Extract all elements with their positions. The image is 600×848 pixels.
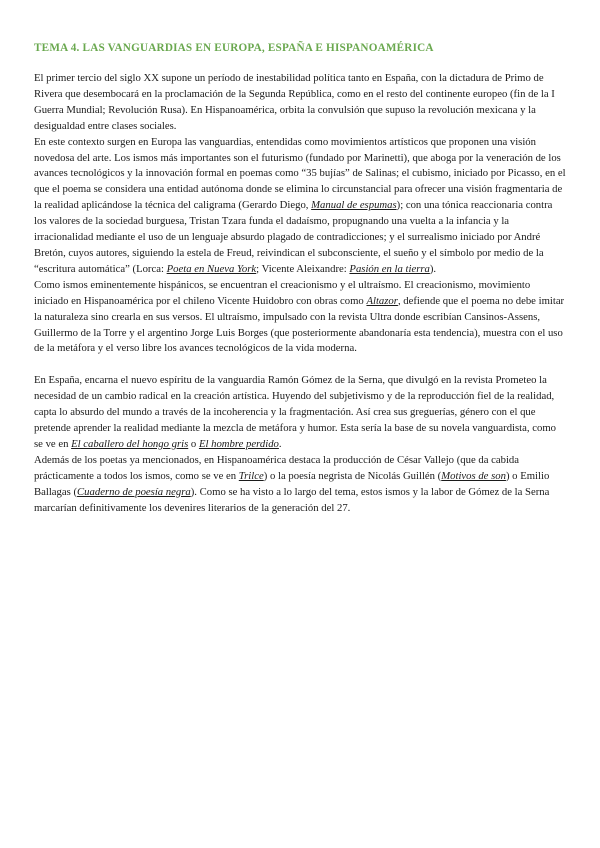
text-segment: Como ismos eminentemente hispánicos, se encuentran el creacionismo y el ultraísmo. El creacionismo, movimiento iniciado en Hispanoamérica por el chileno Vicente Huidobro con obras como — [34, 278, 531, 307]
paragraph-european-vanguards — [34, 135, 566, 278]
text-segment: Además de los poetas ya mencionados, en Hispanoamérica destaca la producción de César Vallejo (que da cabida prácticamente a todos los ismos, como se ve en — [34, 453, 520, 482]
work-title-altazor: Altazor — [366, 294, 398, 307]
paragraph-spain-gomez-de-la-serna — [34, 373, 566, 453]
work-title-el-hombre-perdido: El hombre perdido — [198, 437, 279, 450]
text-segment: ). — [429, 262, 437, 275]
work-title-manual-de-espumas: Manual de espumas — [311, 199, 397, 212]
work-title-pasion-en-la-tierra: Pasión en la tierra — [349, 262, 430, 275]
work-title-poeta-en-nueva-york: Poeta en Nueva York — [166, 262, 257, 275]
text-segment: . — [278, 437, 282, 450]
text-segment: ). Como se ha visto a lo largo del tema, estos ismos y la labor de Gómez de la Serna marcarían definitivamente los devenires literarios de la generación del 27. — [34, 485, 550, 514]
work-title-trilce: Trilce — [238, 469, 264, 482]
text-segment: En España, encarna el nuevo espíritu de la vanguardia Ramón Gómez de la Serna, que divulgó en la revista Prometeo la necesidad de un cambio radical en la creación artística. Huyendo del subjetivismo y de la reproducción fiel de la realidad, capta lo absurdo del mundo a través de la incoherencia y la fragmentación. Así crea sus greguerías, género con el que pretende aprender la realidad mediante la mezcla de metáfora y humor. Esta sería la base de su novela vanguardista, como se ve en — [34, 374, 556, 450]
work-title-motivos-de-son: Motivos de son — [441, 469, 506, 482]
text-segment: ); con una tónica reaccionaria contra los valores de la sociedad burguesa, Tristan Tzara funda el dadaísmo, propugnando una vuelta a la infancia y la irracionalidad mediante el uso de un lenguaje absurdo plagado de contradicciones; y el surrealismo iniciado por André Bretón, cuyos autores, siguiendo la estela de Freud, reivindican el subconsciente, el sueño y el símbolo por medio de la “escritura automática” (Lorca: — [34, 199, 553, 275]
text-segment: En este contexto surgen en Europa las vanguardias, entendidas como movimientos artísticos que proponen una visión novedosa del arte. Los ismos más importantes son el futurismo (fundado por Marinetti), que aboga por la veneración de los avances tecnológicos y la innovación formal en poemas como “35 bujías” de Salinas; el cubismo, iniciado por Picasso, en el que el poema se considera una entidad autónoma donde se elimina lo circunstancial para ofrecer una visión fragmentaria de la realidad aplicándose la técnica del caligrama (Gerardo Diego, — [34, 135, 566, 212]
page-title: TEMA 4. LAS VANGUARDIAS EN EUROPA, ESPAÑA E HISPANOAMÉRICA — [34, 42, 434, 54]
text-segment: o — [188, 437, 199, 450]
text-segment: ) o la poesía negrista de Nicolás Guillén ( — [263, 469, 442, 482]
paragraph-context: El primer tercio del siglo XX supone un período de inestabilidad política tanto en España, con la dictadura de Primo de Rivera que desembocará en la proclamación de la Segunda República, como en el resto del continente europeo (fin de la I Guerra Mundial; Revolución Rusa). En Hispanoamérica, orbita la convulsión que supuso la revolución mexicana y la desigualdad entre clases sociales. — [34, 72, 555, 132]
text-segment: , defiende que el poema no debe imitar la naturaleza sino crearla en sus versos. El ultraísmo, impulsado con la revista Ultra donde escribían Cansinos-Assens, Guillermo de la Torre y el argentino Jorge Luis Borges (que posteriormente abandonaría esta tendencia), muestra con el uso de la metáfora y el verso libre los avances tecnológicos de la vida moderna. — [34, 294, 565, 355]
work-title-el-caballero-del-hongo-gris: El caballero del hongo gris — [71, 437, 189, 450]
text-segment: ; Vicente Aleixandre: — [256, 262, 350, 275]
paragraph-gap — [34, 357, 566, 373]
text-segment: ) o Emilio Ballagas ( — [34, 469, 550, 498]
work-title-cuaderno-de-poesia-negra: Cuaderno de poesía negra — [77, 485, 191, 498]
paragraph-hispanic-isms — [34, 278, 566, 358]
paragraph-hispanoamerica — [34, 453, 566, 517]
